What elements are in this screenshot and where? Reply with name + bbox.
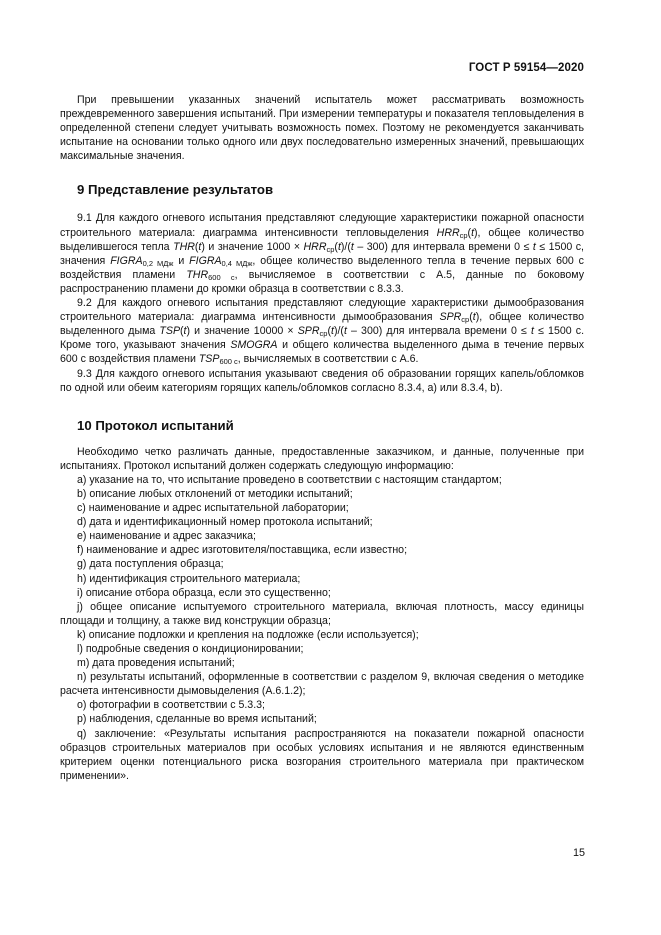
list-item: f) наименование и адрес изготовителя/поставщика, если известно; (77, 544, 408, 557)
list-item: n) результаты испытаний, оформленные в соответствии с разделом 9, включая сведения о методике расчета интенсивности дымовыделения (А.6.1.2); (60, 671, 584, 698)
list-item: b) описание любых отклонений от методики испытаний; (77, 487, 353, 500)
list-item: а) указание на то, что испытание проведено в соответствии с настоящим стандартом; (77, 473, 502, 486)
list-item: e) наименование и адрес заказчика; (77, 530, 256, 543)
section-9-title: 9 Представление результатов (77, 182, 274, 198)
page-content (60, 93, 584, 783)
list-item: c) наименование и адрес испытательной лаборатории; (77, 502, 349, 515)
list-item: i) описание отбора образца, если это существенно; (77, 586, 331, 599)
list-item: m) дата проведения испытаний; (77, 657, 235, 670)
paragraph-9-3: 9.3 Для каждого огневого испытания указывают сведения об образовании горящих капель/обломков по одной или обеим категориям горящих капель/обломков согласно 8.3.4, а) или 8.3.4, b). (60, 367, 584, 394)
paragraph-9-1: 9.1 Для каждого огневого испытания представляют следующие характеристики пожарной опасности строительного материала: диаграмма интенсивности тепловыделения $HRR_{ср}(t)$, общее количество выделившегося тепла THR(t) и значение $1000 \times HRR_{ср}(t)/(t - 300)$ для интервала времени 0 ≤ t ≤ 1500 с, значения $FIGRA_{0,2 МДж}$ и $FIGRA_{0,4 МДж}$, общее количество выделенного тепла в течение первых 600 с воздействия пламени $THR_{600 с}$, вычисляемое в соответствии с А.5, данные по боковому распространению пламени до кромки образца в соответствии с 8.3.3. (60, 212, 584, 295)
paragraph-9-2: 9.2 Для каждого огневого испытания представляют следующие характеристики дымообразования строительного материала: диаграмма интенсивности дымообразования $SPR_{ср}(t)$, общее количество выделенного дыма TSP(t) и значение $10000 \times SPR_{ср}(t)/(t - 300)$ для интервала времени 0 ≤ t ≤ 1500 с. Кроме того, указывают значения SMOGRA и общего количества выделенного дыма в течение первых 600 с воздействия пламени $TSP_{600 с}$, вычисляемых в соответствии с А.6. (60, 297, 585, 367)
list-item: l) подробные сведения о кондиционировании; (77, 643, 304, 655)
intro-paragraph: При превышении указанных значений испытатель может рассматривать возможность преждевременного завершения испытаний. При измерении температуры и показателя тепловыделения в определенной степени следует учитывать возможность помех. Поэтому не рекомендуется заканчивать испытание на основании только одного или двух последовательно измеренных значений, превышающих максимальные значения. (60, 94, 584, 163)
list-item: p) наблюдения, сделанные во время испытаний; (77, 713, 317, 726)
list-item: j) общее описание испытуемого строительного материала, включая плотность, массу единицы площади и толщину, а также вид конструкции образца; (60, 600, 584, 627)
page-number: 15 (572, 847, 585, 859)
list-item: q) заключение: «Результаты испытания распространяются на показатели пожарной опасности образцов строительных материалов при особых условиях испытания и не являются единственным критерием оценки потенциального риска возгорания строительного материала при практическом применении». (60, 727, 584, 782)
list-item: d) дата и идентификационный номер протокола испытаний; (77, 516, 373, 529)
section-10-intro: Необходимо четко различать данные, предоставленные заказчиком, и данные, полученные при испытаниях. Протокол испытаний должен содержать следующую информацию: (60, 445, 584, 472)
document-header: ГОСТ Р 59154—2020 (468, 62, 584, 74)
list-item: k) описание подложки и крепления на подложке (если используется); (77, 628, 419, 641)
list-item: h) идентификация строительного материала; (77, 572, 301, 585)
section-10-title: 10 Протокол испытаний (77, 417, 234, 433)
list-item: g) дата поступления образца; (77, 558, 224, 571)
list-item: o) фотографии в соответствии с 5.3.3; (77, 699, 265, 712)
protocol-items-list (60, 473, 584, 783)
